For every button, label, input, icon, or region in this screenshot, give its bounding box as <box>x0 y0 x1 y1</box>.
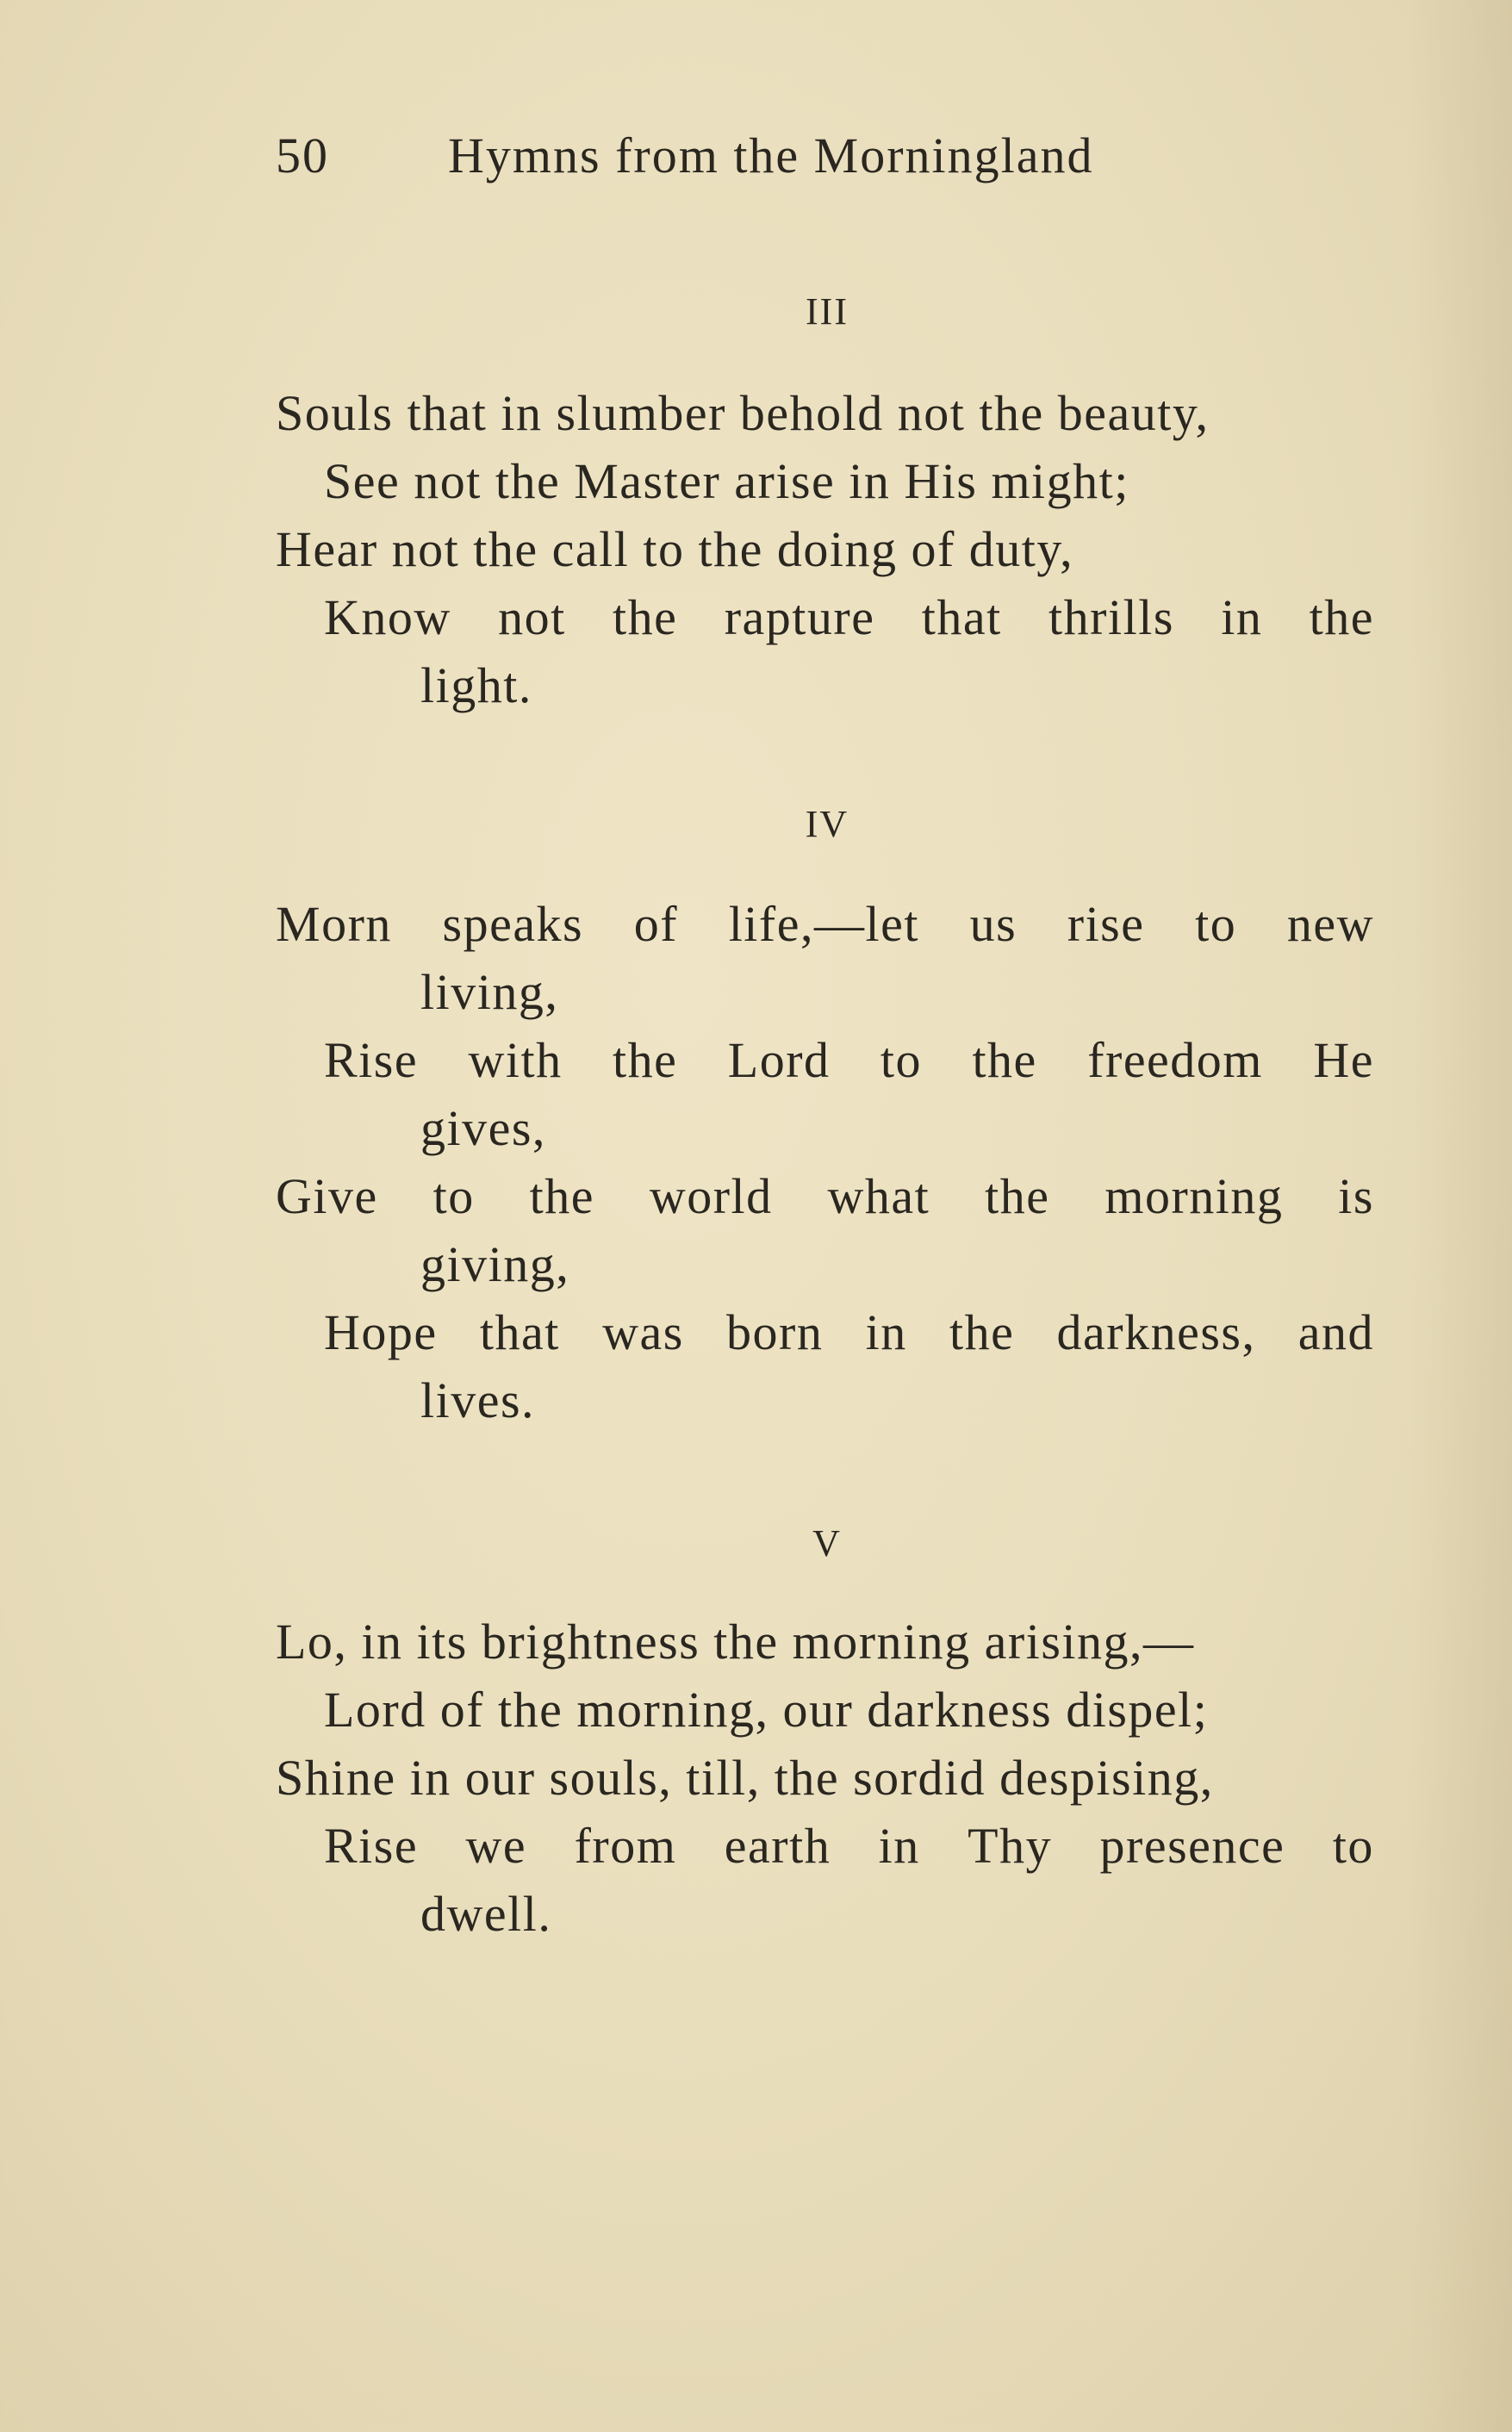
verse-word: Morn <box>276 896 392 952</box>
verse-word: to <box>432 1168 475 1224</box>
verse-word: new <box>1286 896 1374 952</box>
verse-word: presence <box>1099 1818 1285 1874</box>
verse-line <box>276 1026 1374 1094</box>
verse-line: dwell. <box>420 1886 552 1942</box>
stanza-number-v: V <box>812 1522 842 1564</box>
stanza-iv <box>276 890 1374 1434</box>
verse-word: earth <box>724 1818 831 1874</box>
verse-word: to <box>1332 1818 1374 1874</box>
page-edge-shading <box>1409 0 1512 2432</box>
verse-line: Lo, in its brightness the morning arising,— <box>276 1614 1195 1670</box>
verse-word: world <box>649 1168 773 1224</box>
verse-word: is <box>1338 1168 1374 1224</box>
verse-word: speaks <box>442 896 584 952</box>
verse-line: light. <box>420 657 532 713</box>
page-header <box>276 128 1094 183</box>
verse-word: the <box>949 1304 1015 1360</box>
verse-line: Souls that in slumber behold not the beauty, <box>276 385 1210 441</box>
verse-word: Rise <box>324 1032 419 1088</box>
verse-word: the <box>529 1168 594 1224</box>
verse-word: Rise <box>324 1818 419 1874</box>
verse-word: darkness, <box>1056 1304 1256 1360</box>
verse-word: Lord <box>727 1032 831 1088</box>
verse-line: Shine in our souls, till, the sordid despising, <box>276 1750 1214 1806</box>
verse-word: the <box>613 1032 678 1088</box>
verse-word: from <box>574 1818 677 1874</box>
verse-word: of <box>633 896 679 952</box>
stanza-number-iii: III <box>806 290 849 333</box>
verse-word: what <box>827 1168 930 1224</box>
verse-line: Lord of the morning, our darkness dispel; <box>324 1682 1209 1738</box>
verse-word: Know <box>324 589 451 645</box>
verse-line <box>276 890 1374 958</box>
verse-word: life,—let <box>728 896 919 952</box>
verse-word: was <box>602 1304 684 1360</box>
verse-line <box>276 1298 1374 1366</box>
verse-line <box>276 583 1374 651</box>
verse-word: Thy <box>968 1818 1053 1874</box>
running-title: Hymns from the Morningland <box>448 128 1094 183</box>
verse-word: that <box>479 1304 560 1360</box>
verse-word: to <box>880 1032 923 1088</box>
verse-word: in <box>1221 589 1263 645</box>
stanza-v <box>276 1608 1374 1948</box>
verse-line: lives. <box>420 1372 536 1428</box>
verse-word: the <box>972 1032 1037 1088</box>
verse-word: the <box>613 589 678 645</box>
verse-word: in <box>865 1304 907 1360</box>
verse-line <box>276 1812 1374 1880</box>
verse-word: the <box>985 1168 1050 1224</box>
verse-word: that <box>921 589 1002 645</box>
verse-line: See not the Master arise in His might; <box>324 453 1129 509</box>
verse-word: the <box>1309 589 1374 645</box>
verse-line: Hear not the call to the doing of duty, <box>276 521 1074 577</box>
stanza-iii <box>276 379 1374 719</box>
verse-word: not <box>498 589 566 645</box>
verse-word: us <box>969 896 1017 952</box>
verse-word: to <box>1195 896 1237 952</box>
verse-word: He <box>1313 1032 1374 1088</box>
page-number: 50 <box>276 128 329 183</box>
verse-word: Hope <box>324 1304 438 1360</box>
verse-word: morning <box>1104 1168 1284 1224</box>
verse-word: we <box>465 1818 527 1874</box>
verse-word: Give <box>276 1168 378 1224</box>
verse-word: in <box>878 1818 920 1874</box>
verse-line: giving, <box>420 1236 570 1292</box>
verse-word: rapture <box>724 589 875 645</box>
verse-word: thrills <box>1048 589 1174 645</box>
verse-word: rise <box>1067 896 1145 952</box>
verse-line: gives, <box>420 1100 546 1156</box>
verse-line: living, <box>420 964 559 1020</box>
verse-line <box>276 1162 1374 1230</box>
stanza-number-iv: IV <box>805 803 849 845</box>
verse-word: freedom <box>1087 1032 1263 1088</box>
verse-word: with <box>468 1032 563 1088</box>
verse-word: and <box>1297 1304 1374 1360</box>
verse-word: born <box>726 1304 824 1360</box>
